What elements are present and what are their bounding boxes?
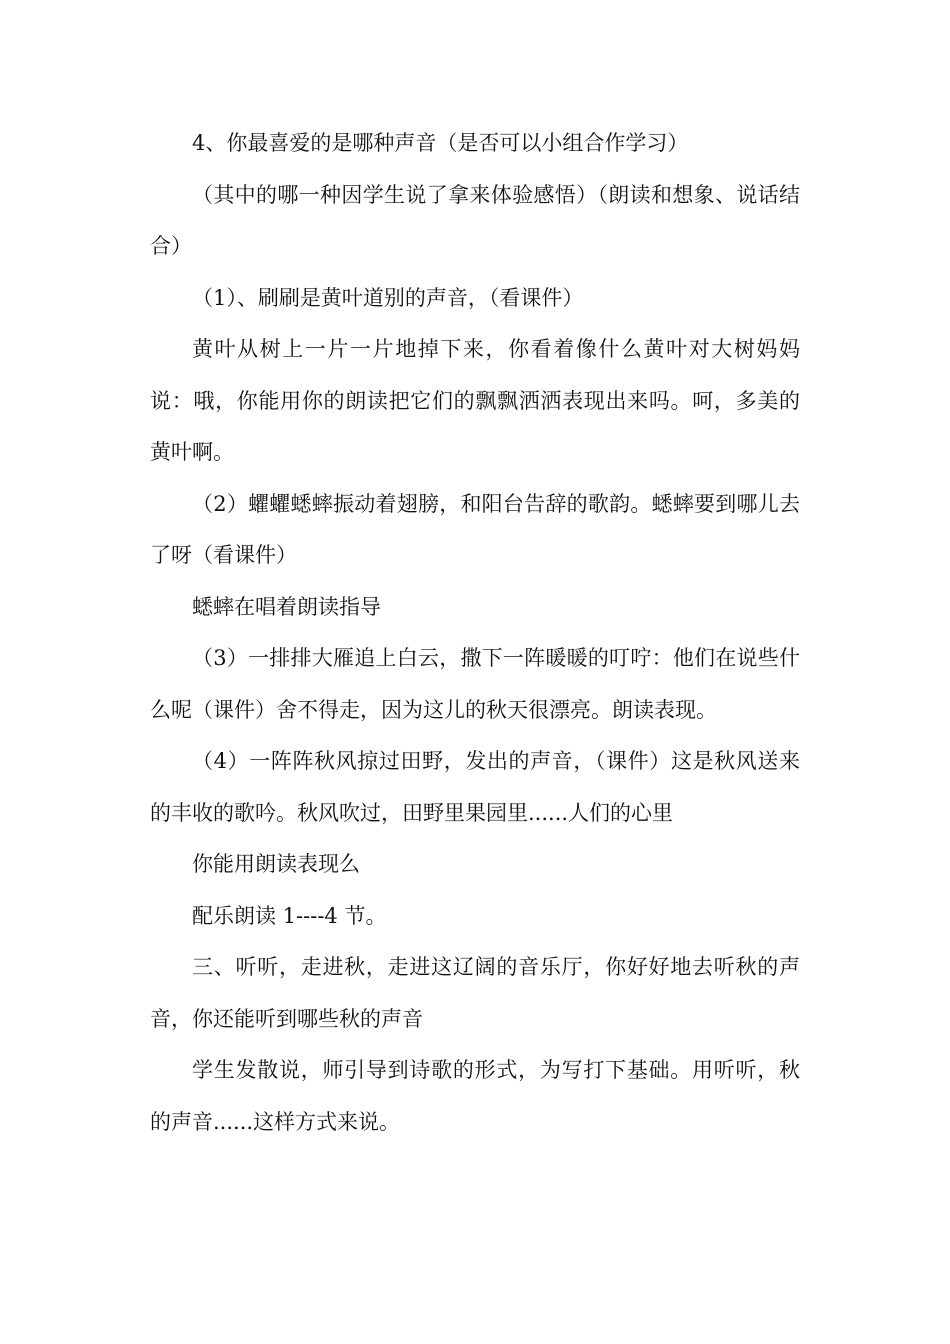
paragraph-student-discussion: 学生发散说，师引导到诗歌的形式，为写打下基础。用听听，秋的声音......这样方式来说。 xyxy=(150,1058,800,1134)
paragraph-yellow-leaf-heading: （1）、刷刷是黄叶道别的声音，（看课件） xyxy=(192,285,584,310)
paragraph-cricket-heading: （2）蠷蠷蟋蟀振动着翅膀，和阳台告辞的歌韵。蟋蟀要到哪儿去了呀（看课件） xyxy=(150,491,800,567)
paragraph-item-4: 4、你最喜爱的是哪种声音（是否可以小组合作学习） xyxy=(192,131,689,155)
paragraph-music-reading: 配乐朗读 1----4 节。 xyxy=(192,903,387,928)
paragraph-wild-geese: （3）一排排大雁追上白云，撒下一阵暖暖的叮咛：他们在说些什么呢（课件）舍不得走，因为这儿的秋天很漂亮。朗读表现。 xyxy=(150,646,800,722)
paragraph-autumn-wind: （4）一阵阵秋风掠过田野，发出的声音，（课件）这是秋风送来的丰收的歌吟。秋风吹过，田野里果园里......人们的心里 xyxy=(150,749,800,825)
paragraph-note-perception: （其中的哪一种因学生说了拿来体验感悟）（朗读和想象、说话结合） xyxy=(150,182,800,258)
document-body xyxy=(150,118,800,1148)
paragraph-cricket-body: 蟋蟀在唱着朗读指导 xyxy=(192,594,381,619)
paragraph-read-aloud-question: 你能用朗读表现么 xyxy=(192,852,360,876)
paragraph-section-three: 三、听听，走进秋，走进这辽阔的音乐厅，你好好地去听秋的声音，你还能听到哪些秋的声音 xyxy=(150,955,800,1031)
paragraph-yellow-leaf-body: 黄叶从树上一片一片地掉下来，你看着像什么黄叶对大树妈妈说：哦，你能用你的朗读把它们的飘飘洒洒表现出来吗。呵，多美的黄叶啊。 xyxy=(150,337,800,464)
